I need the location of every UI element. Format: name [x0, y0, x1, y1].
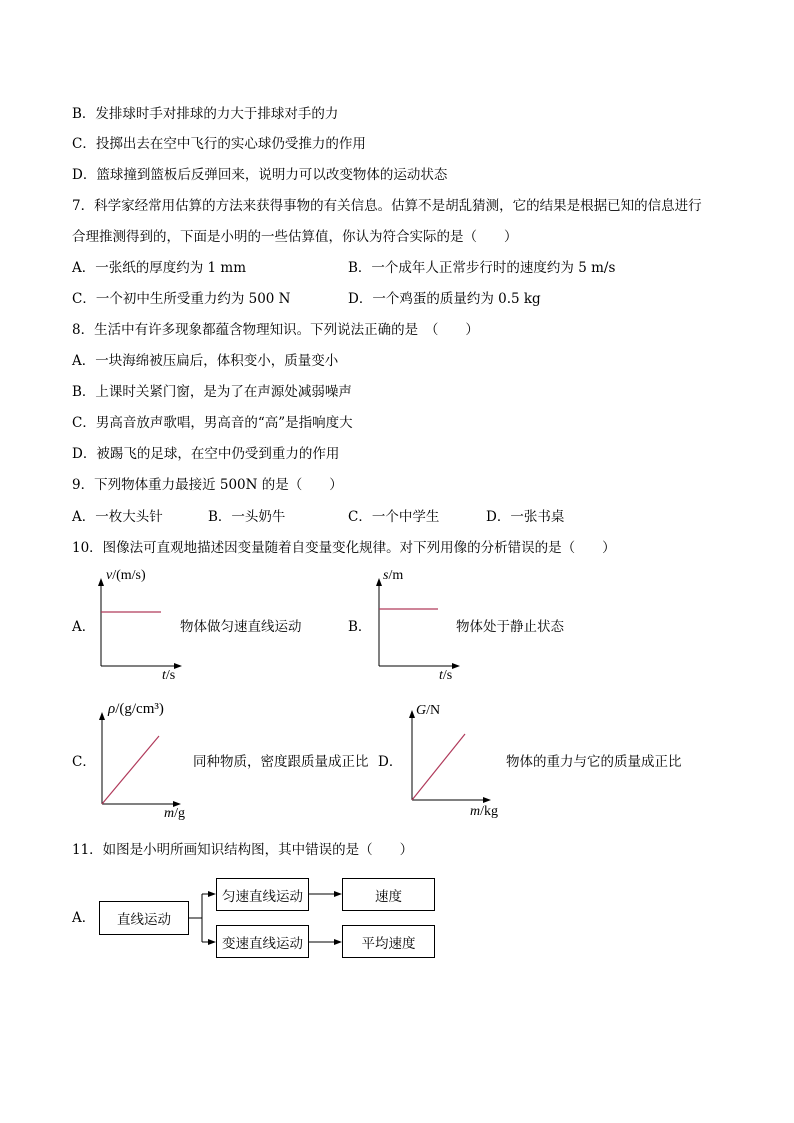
q10-graph-d-xlabel: m/kg	[470, 804, 499, 819]
q11-stem: 11．如图是小明所画知识结构图，其中错误的是（ ）	[72, 842, 414, 858]
q10-graph-d-ylabel: G/N	[416, 703, 441, 718]
q8-option-d: D．被踢飞的足球，在空中仍受到重力的作用	[72, 446, 340, 462]
q10-graph-a-letter: A．	[72, 619, 96, 635]
q9-option-a: A．一枚大头针	[72, 509, 163, 525]
q7-option-a: A．一张纸的厚度约为 1 mm	[72, 260, 247, 276]
q10-graph-c-caption: 同种物质，密度跟质量成正比	[193, 754, 369, 770]
q11-root-box: 直线运动	[99, 901, 189, 935]
q10-graph-a-xlabel: t/s	[162, 668, 176, 683]
q10-graph-b-ylabel: s/m	[383, 568, 404, 583]
q9-option-d: D．一张书桌	[486, 509, 565, 525]
arrow-to-branch2	[208, 939, 216, 945]
q10-graph-d-letter: D．	[378, 754, 403, 770]
q9-stem: 9．下列物体重力最接近 500N 的是（ ）	[72, 477, 343, 493]
q7-option-b: B．一个成年人正常步行时的速度约为 5 m/s	[348, 260, 616, 276]
q10-graph-c-ylabel: ρ/(g/cm³)	[108, 701, 164, 717]
q10-graph-c-xlabel: m/g	[164, 806, 186, 821]
arrow-to-branch1-leaf	[334, 891, 342, 897]
q10-graph-b-xlabel: t/s	[439, 668, 453, 683]
q10-graph-b-caption: 物体处于静止状态	[456, 619, 564, 635]
q7-option-d: D．一个鸡蛋的质量约为 0.5 kg	[348, 291, 541, 307]
q9-option-c: C．一个中学生	[348, 509, 440, 525]
q8-stem: 8．生活中有许多现象都蕴含物理知识。下列说法正确的是 （ ）	[72, 322, 479, 338]
q10-graph-a-caption: 物体做匀速直线运动	[180, 619, 302, 635]
q8-option-b: B．上课时关紧门窗，是为了在声源处减弱噪声	[72, 384, 352, 400]
arrow-to-branch2-leaf	[334, 939, 342, 945]
q11-branch1-leaf-box: 速度	[342, 878, 435, 911]
q11-letter: A．	[72, 910, 96, 926]
q7-option-c: C．一个初中生所受重力约为 500 N	[72, 291, 291, 307]
q7-stem-line2: 合理推测得到的，下面是小明的一些估算值，你认为符合实际的是（ ）	[72, 229, 518, 245]
q10-graph-a-ylabel: v/(m/s)	[106, 568, 146, 583]
q8-option-a: A．一块海绵被压扁后，体积变小，质量变小	[72, 353, 339, 369]
q10-graph-b-letter: B．	[348, 619, 372, 635]
q11-branch2-leaf-box: 平均速度	[342, 925, 435, 958]
q10-graph-d-caption: 物体的重力与它的质量成正比	[506, 754, 682, 770]
arrow-to-branch1	[208, 891, 216, 897]
q6-option-d: D．篮球撞到篮板后反弹回来，说明力可以改变物体的运动状态	[72, 167, 448, 183]
q8-option-c: C．男高音放声歌唱，男高音的“高”是指响度大	[72, 415, 353, 431]
q9-option-b: B．一头奶牛	[208, 509, 286, 525]
q7-stem-line1: 7．科学家经常用估算的方法来获得事物的有关信息。估算不是胡乱猜测，它的结果是根据已知的信息进行	[72, 198, 702, 214]
q10-graph-c-letter: C．	[72, 754, 96, 770]
q10-stem: 10．图像法可直观地描述因变量随着自变量变化规律。对下列用像的分析错误的是（ ）	[72, 540, 616, 556]
q11-branch1-box: 匀速直线运动	[216, 878, 309, 911]
q6-option-b: B．发排球时手对排球的力大于排球对手的力	[72, 106, 339, 122]
q11-branch2-box: 变速直线运动	[216, 925, 309, 958]
q6-option-c: C．投掷出去在空中飞行的实心球仍受推力的作用	[72, 136, 366, 152]
